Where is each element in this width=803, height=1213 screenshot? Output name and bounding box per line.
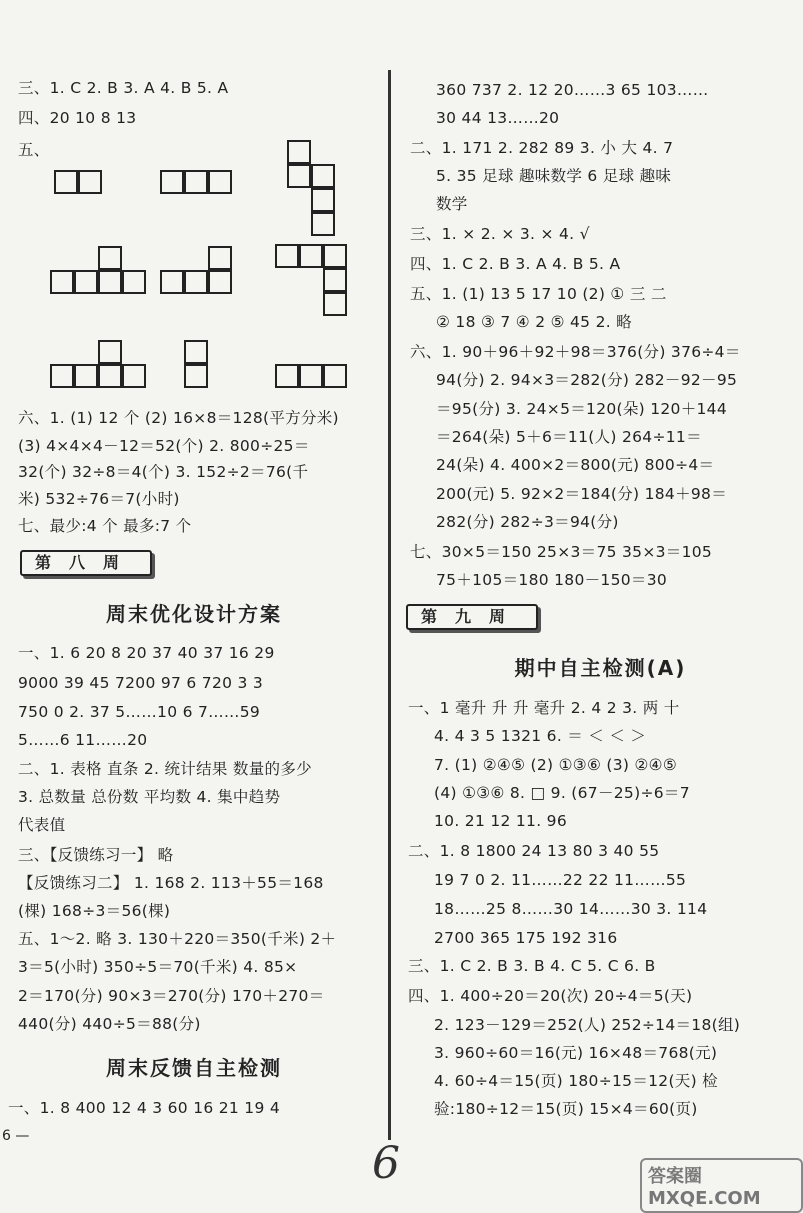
answer-line: 验:180÷12＝15(页) 15×4＝60(页) (434, 1100, 698, 1118)
answer-line: 代表值 (18, 816, 66, 834)
answer-line: 360 737 2. 12 20……3 65 103…… (436, 81, 709, 99)
net-square (122, 364, 146, 388)
net-square (54, 170, 78, 194)
answer-line: 数学 (436, 195, 468, 213)
net-square (275, 244, 299, 268)
answer-line: 32(个) 32÷8＝4(个) 3. 152÷2＝76(千 (18, 463, 309, 481)
answer-line: 2. 123－129＝252(人) 252÷14＝18(组) (434, 1016, 741, 1034)
net-square (287, 164, 311, 188)
answer-line: 四、20 10 8 13 (18, 109, 137, 127)
net-square (208, 246, 232, 270)
answer-line: 五、 (18, 141, 50, 159)
net-square (311, 164, 335, 188)
net-square (184, 170, 208, 194)
week-label: 第九周 (406, 604, 538, 630)
answer-line: 7. (1) ②④⑤ (2) ①③⑥ (3) ②④⑤ (434, 756, 678, 774)
answer-line: 米) 532÷76＝7(小时) (18, 490, 180, 508)
net-square (74, 364, 98, 388)
answer-line: (3) 4×4×4－12＝52(个) 2. 800÷25＝ (18, 437, 310, 455)
answer-line: 三、1. × 2. × 3. × 4. √ (410, 225, 590, 243)
answer-line: 二、1. 表格 直条 2. 统计结果 数量的多少 (18, 760, 312, 778)
net-square (208, 170, 232, 194)
answer-line: 19 7 0 2. 11……22 22 11……55 (434, 871, 687, 889)
answer-line: (4) ①③⑥ 8. □ 9. (67－25)÷6＝7 (434, 784, 690, 802)
column-divider (388, 70, 391, 1140)
answer-line: 五、1. (1) 13 5 17 10 (2) ① 三 二 (410, 285, 667, 303)
answer-line: 75＋105＝180 180－150＝30 (436, 571, 668, 589)
answer-line: 一、1. 8 400 12 4 3 60 16 21 19 4 (8, 1099, 281, 1117)
answer-line: 3. 总数量 总份数 平均数 4. 集中趋势 (18, 788, 281, 806)
net-square (184, 364, 208, 388)
net-square (287, 140, 311, 164)
answer-line: 750 0 2. 37 5……10 6 7……59 (18, 703, 261, 721)
answer-line: 三、【反馈练习一】 略 (18, 846, 174, 864)
answer-line: 四、1. C 2. B 3. A 4. B 5. A (410, 255, 621, 273)
answer-line: 一、1 毫升 升 升 毫升 2. 4 2 3. 两 十 (408, 699, 680, 717)
net-square (160, 170, 184, 194)
answer-line: 10. 21 12 11. 96 (434, 812, 567, 830)
answer-line: 30 44 13……20 (436, 109, 560, 127)
net-square (311, 188, 335, 212)
net-square (98, 340, 122, 364)
answer-line: (棵) 168÷3＝56(棵) (18, 902, 171, 920)
net-square (98, 270, 122, 294)
answer-line: 5……6 11……20 (18, 731, 148, 749)
answer-line: 三、1. C 2. B 3. A 4. B 5. A (18, 79, 229, 97)
answer-line: ＝95(分) 3. 24×5＝120(朵) 120＋144 (436, 400, 728, 418)
answer-line: 282(分) 282÷3＝94(分) (436, 513, 619, 531)
answer-line: 七、30×5＝150 25×3＝75 35×3＝105 (410, 543, 713, 561)
answer-line: 2700 365 175 192 316 (434, 929, 618, 947)
net-square (311, 212, 335, 236)
answer-line: 200(元) 5. 92×2＝184(分) 184＋98＝ (436, 485, 728, 503)
net-square (50, 364, 74, 388)
answer-line: 二、1. 8 1800 24 13 80 3 40 55 (408, 842, 660, 860)
section-title: 周末反馈自主检测 (106, 1056, 282, 1080)
net-square (299, 364, 323, 388)
net-square (160, 270, 184, 294)
net-square (74, 270, 98, 294)
answer-line: 18……25 8……30 14……30 3. 114 (434, 900, 708, 918)
handwritten-page-mark: 6 (372, 1138, 400, 1189)
net-square (323, 268, 347, 292)
answer-line: ＝264(朵) 5＋6＝11(人) 264÷11＝ (436, 428, 702, 446)
answer-line: 四、1. 400÷20＝20(次) 20÷4＝5(天) (408, 987, 693, 1005)
page-number: 6 — (2, 1128, 30, 1144)
net-square (78, 170, 102, 194)
net-square (275, 364, 299, 388)
answer-line: 9000 39 45 7200 97 6 720 3 3 (18, 674, 264, 692)
net-square (184, 340, 208, 364)
section-title: 期中自主检测(A) (514, 656, 687, 680)
answer-line: 一、1. 6 20 8 20 37 40 37 16 29 (18, 644, 275, 662)
answer-line: 五、1～2. 略 3. 130＋220＝350(千米) 2＋ (18, 930, 337, 948)
net-square (184, 270, 208, 294)
net-square (122, 270, 146, 294)
answer-line: 六、1. (1) 12 个 (2) 16×8＝128(平方分米) (18, 409, 339, 427)
answer-line: ② 18 ③ 7 ④ 2 ⑤ 45 2. 略 (436, 313, 632, 331)
answer-line: 三、1. C 2. B 3. B 4. C 5. C 6. B (408, 957, 656, 975)
watermark-logo: 答案圈 MXQE.COM (640, 1158, 803, 1213)
answer-line: 3. 960÷60＝16(元) 16×48＝768(元) (434, 1044, 718, 1062)
answer-line: 24(朵) 4. 400×2＝800(元) 800÷4＝ (436, 456, 715, 474)
answer-line: 【反馈练习二】 1. 168 2. 113＋55＝168 (18, 874, 324, 892)
week-label: 第八周 (20, 550, 152, 576)
net-square (50, 270, 74, 294)
answer-line: 4. 60÷4＝15(页) 180÷15＝12(天) 检 (434, 1072, 718, 1090)
answer-line: 5. 35 足球 趣味数学 6 足球 趣味 (436, 167, 672, 185)
answer-line: 4. 4 3 5 1321 6. ＝ ＜ ＜ ＞ (434, 727, 647, 745)
net-square (208, 270, 232, 294)
net-square (323, 244, 347, 268)
answer-line: 二、1. 171 2. 282 89 3. 小 大 4. 7 (410, 139, 674, 157)
net-square (323, 292, 347, 316)
answer-line: 440(分) 440÷5＝88(分) (18, 1015, 201, 1033)
section-title: 周末优化设计方案 (106, 602, 282, 626)
net-square (323, 364, 347, 388)
answer-line: 六、1. 90＋96＋92＋98＝376(分) 376÷4＝ (410, 343, 741, 361)
answer-line: 2＝170(分) 90×3＝270(分) 170＋270＝ (18, 987, 325, 1005)
answer-line: 七、最少:4 个 最多:7 个 (18, 517, 192, 535)
answer-line: 3＝5(小时) 350÷5＝70(千米) 4. 85× (18, 958, 298, 976)
answer-line: 94(分) 2. 94×3＝282(分) 282－92－95 (436, 371, 738, 389)
net-square (98, 246, 122, 270)
net-square (98, 364, 122, 388)
net-square (299, 244, 323, 268)
